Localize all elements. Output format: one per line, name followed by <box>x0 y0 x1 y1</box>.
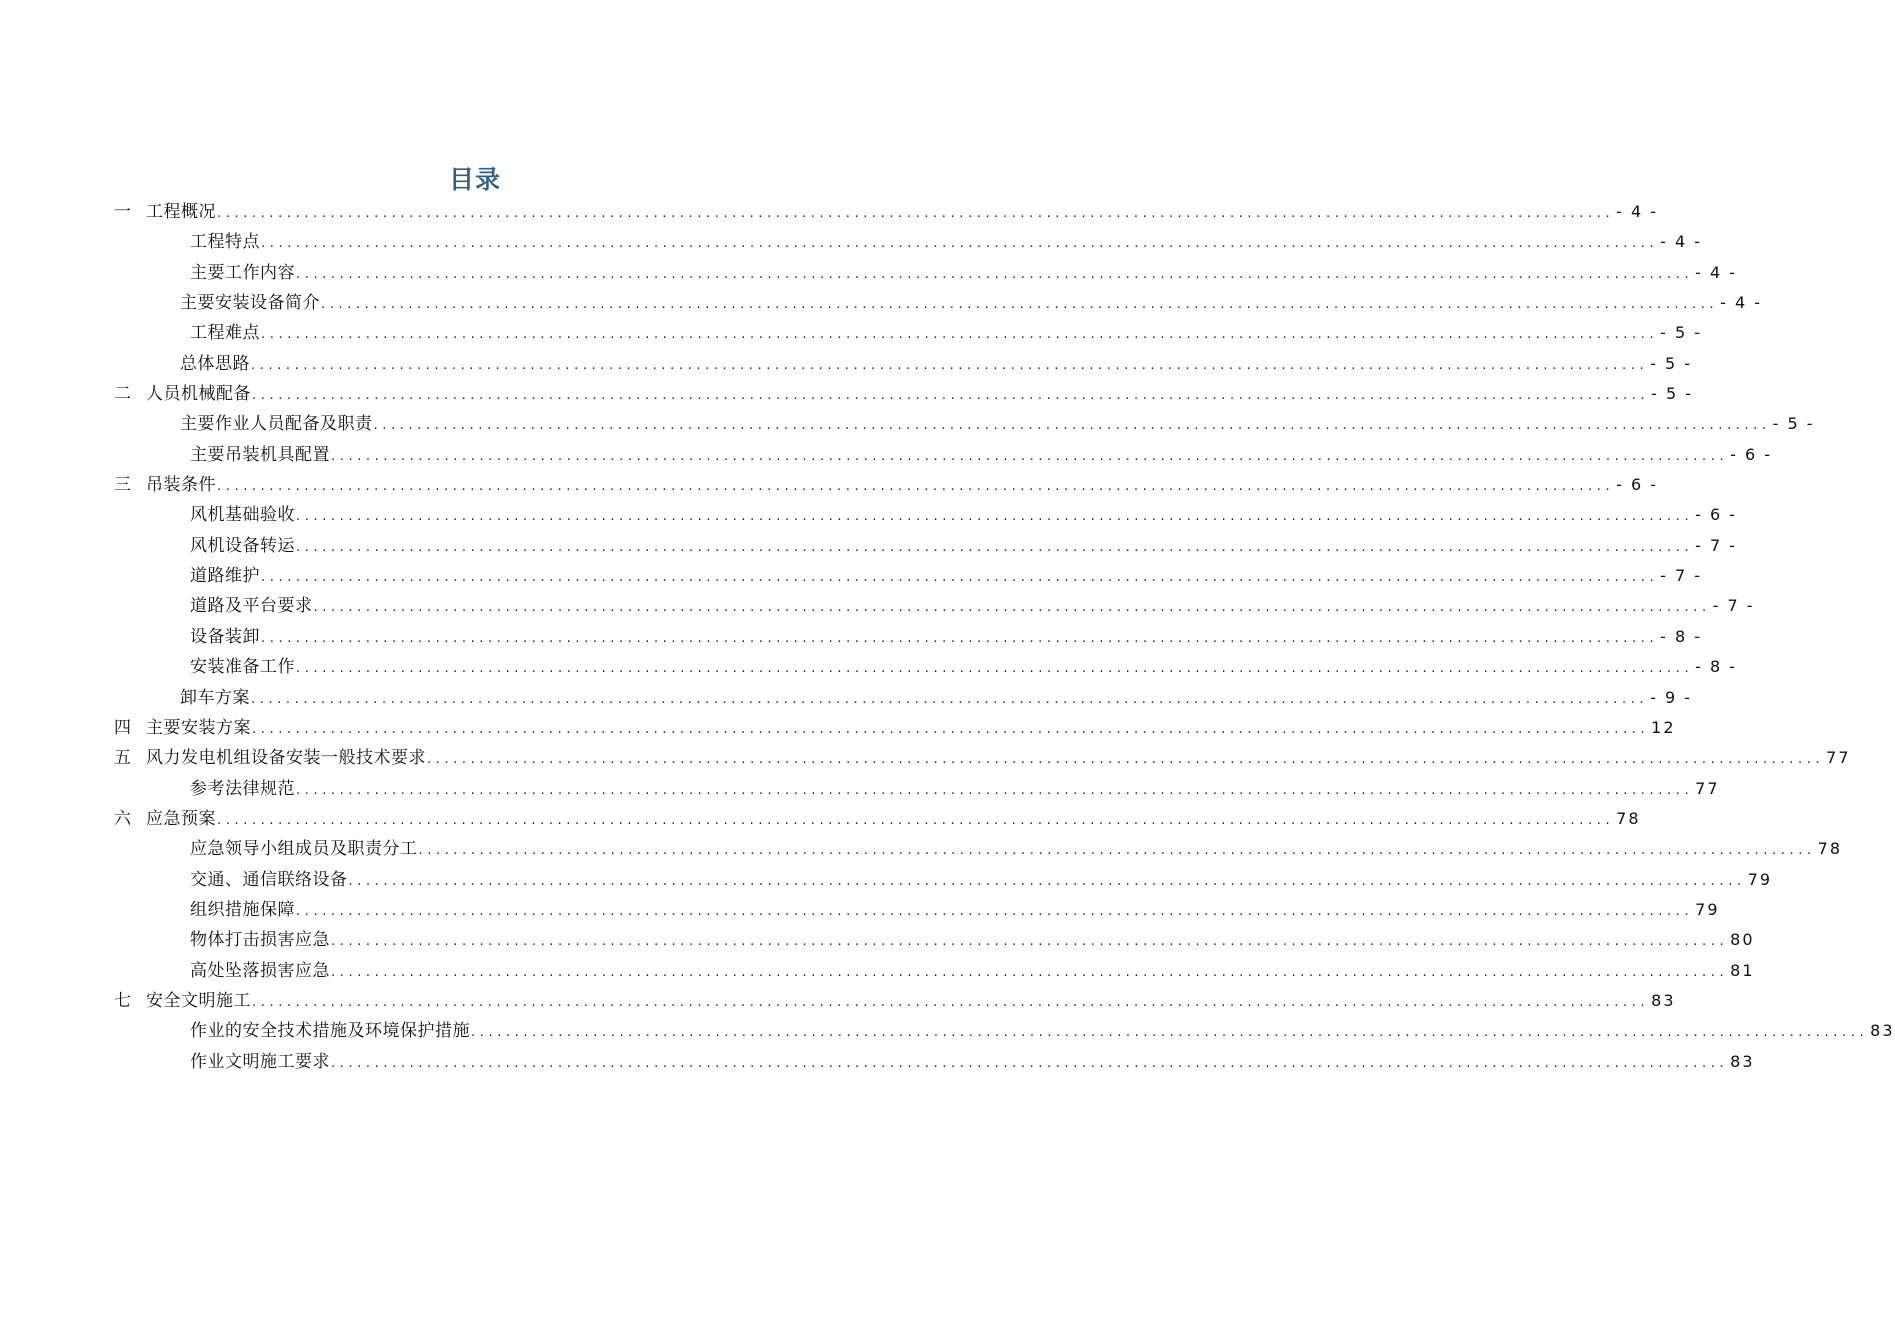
toc-dot-leader: ................................................................................................................................................................ <box>296 509 1694 525</box>
toc-entry-number: 四 <box>114 717 131 738</box>
toc-entry-page: - 7 - <box>1660 566 1703 586</box>
toc-entry-page: - 4 - <box>1616 202 1659 221</box>
toc-entry[interactable] <box>114 349 1693 379</box>
toc-entry[interactable] <box>114 531 1738 561</box>
toc-entry-title: 安全文明施工 <box>146 990 251 1011</box>
toc-entry-page: - 6 - <box>1695 505 1738 525</box>
toc-entry[interactable] <box>114 774 1720 804</box>
toc-entry-page: - 5 - <box>1650 353 1693 373</box>
toc-entry-page: 78 <box>1616 808 1641 828</box>
toc-dot-leader: ................................................................................................................................................................ <box>313 600 1711 616</box>
toc-entry[interactable] <box>114 379 1694 409</box>
toc-dot-leader: ................................................................................................................................................................ <box>373 418 1771 434</box>
toc-dot-leader: ................................................................................................................................................................ <box>252 994 1650 1010</box>
toc-entry[interactable] <box>114 258 1738 288</box>
toc-entry-page: - 9 - <box>1650 687 1693 707</box>
toc-entry-title: 安装准备工作 <box>190 657 295 678</box>
toc-entry-page: - 6 - <box>1730 444 1773 464</box>
toc-entry[interactable] <box>114 1016 1895 1046</box>
toc-entry-number: 五 <box>114 748 131 769</box>
toc-entry-page: - 5 - <box>1660 323 1703 343</box>
toc-entry-title: 高处坠落损害应急 <box>190 960 330 981</box>
toc-dot-leader: ................................................................................................................................................................ <box>261 630 1659 646</box>
toc-dot-leader: ................................................................................................................................................................ <box>331 1055 1729 1071</box>
toc-entry-title: 道路维护 <box>190 566 260 587</box>
toc-entry[interactable] <box>114 986 1676 1016</box>
toc-entry-title: 作业文明施工要求 <box>190 1051 330 1072</box>
toc-entry-page: - 7 - <box>1695 535 1738 555</box>
toc-dot-leader: ................................................................................................................................................................ <box>217 479 1615 495</box>
toc-entry-title: 主要工作内容 <box>190 262 295 283</box>
toc-entry-title: 应急领导小组成员及职责分工 <box>190 839 418 860</box>
toc-entry[interactable] <box>114 500 1738 530</box>
toc-dot-leader: ................................................................................................................................................................ <box>251 357 1649 373</box>
toc-entry[interactable] <box>114 288 1763 318</box>
toc-entry-title: 交通、通信联络设备 <box>190 869 348 890</box>
toc-entry-page: 81 <box>1730 960 1755 980</box>
toc-entry[interactable] <box>114 591 1755 621</box>
toc-entry[interactable] <box>114 683 1693 713</box>
toc-entry[interactable] <box>114 1047 1755 1077</box>
toc-dot-leader: ................................................................................................................................................................ <box>252 388 1650 404</box>
toc-dot-leader: ................................................................................................................................................................ <box>348 873 1746 889</box>
toc-dot-leader: ................................................................................................................................................................ <box>217 812 1615 828</box>
toc-entry-page: 77 <box>1695 778 1720 798</box>
toc-entry-page: 83 <box>1870 1021 1895 1041</box>
toc-dot-leader: ................................................................................................................................................................ <box>331 448 1729 464</box>
toc-entry-page: - 6 - <box>1616 475 1659 495</box>
toc-entry-title: 风机设备转运 <box>190 535 295 556</box>
toc-dot-leader: ................................................................................................................................................................ <box>331 934 1729 950</box>
toc-entry-page: - 4 - <box>1720 293 1763 313</box>
toc-entry[interactable] <box>114 197 1659 227</box>
toc-dot-leader: ................................................................................................................................................................ <box>252 721 1650 737</box>
toc-entry-page: - 5 - <box>1651 384 1694 404</box>
toc-entry-title: 风机基础验收 <box>190 505 295 526</box>
toc-entry-title: 工程特点 <box>190 232 260 253</box>
toc-entry[interactable] <box>114 652 1738 682</box>
toc-entry-page: 83 <box>1651 990 1676 1010</box>
toc-dot-leader: ................................................................................................................................................................ <box>251 691 1649 707</box>
toc-entry-page: - 4 - <box>1660 232 1703 252</box>
toc-entry-page: 79 <box>1695 899 1720 919</box>
toc-entry-title: 工程难点 <box>190 323 260 344</box>
toc-entry-page: 80 <box>1730 930 1755 950</box>
toc-entry-page: 79 <box>1747 869 1773 889</box>
toc-dot-leader: ................................................................................................................................................................ <box>427 752 1825 768</box>
toc-entry-title: 工程概况 <box>146 202 216 222</box>
toc-entry-number: 三 <box>114 475 131 496</box>
toc-entry-page: - 8 - <box>1695 657 1738 677</box>
toc-dot-leader: ................................................................................................................................................................ <box>296 539 1694 555</box>
toc-dot-leader: ................................................................................................................................................................ <box>261 570 1659 586</box>
toc-entry-title: 吊装条件 <box>146 475 216 496</box>
toc-entry[interactable] <box>114 895 1720 925</box>
toc-entry-page: 78 <box>1817 839 1843 859</box>
toc-dot-leader: ................................................................................................................................................................ <box>471 1025 1869 1041</box>
toc-entry-page: - 4 - <box>1695 262 1738 282</box>
toc-entry-title: 主要安装设备简介 <box>180 293 320 314</box>
toc-entry-title: 物体打击损害应急 <box>190 930 330 951</box>
toc-dot-leader: ................................................................................................................................................................ <box>321 297 1719 313</box>
toc-list <box>114 197 1895 1077</box>
toc-entry-number: 一 <box>114 202 131 222</box>
toc-entry-page: - 7 - <box>1712 596 1755 616</box>
toc-entry-title: 作业的安全技术措施及环境保护措施 <box>190 1021 470 1042</box>
toc-dot-leader: ................................................................................................................................................................ <box>418 843 1816 859</box>
toc-entry-title: 道路及平台要求 <box>190 596 313 617</box>
toc-dot-leader: ................................................................................................................................................................ <box>296 782 1694 798</box>
toc-title: 目录 <box>448 165 501 194</box>
toc-entry-title: 参考法律规范 <box>190 778 295 799</box>
toc-entry-title: 应急预案 <box>146 808 216 829</box>
toc-entry[interactable] <box>114 409 1815 439</box>
toc-entry-number: 二 <box>114 384 131 405</box>
toc-entry-page: 83 <box>1730 1051 1755 1071</box>
toc-entry[interactable] <box>114 956 1755 986</box>
toc-entry-page: 12 <box>1651 717 1676 737</box>
toc-dot-leader: ................................................................................................................................................................ <box>261 327 1659 343</box>
toc-entry-title: 风力发电机组设备安装一般技术要求 <box>146 748 426 769</box>
toc-dot-leader: ................................................................................................................................................................ <box>217 206 1615 221</box>
toc-entry[interactable] <box>114 804 1641 834</box>
toc-entry-page: - 5 - <box>1772 414 1815 434</box>
toc-entry[interactable] <box>114 834 1843 864</box>
toc-entry-title: 主要作业人员配备及职责 <box>180 414 373 435</box>
toc-entry[interactable] <box>114 713 1676 743</box>
toc-entry[interactable] <box>114 318 1703 348</box>
toc-entry[interactable] <box>114 440 1773 470</box>
toc-dot-leader: ................................................................................................................................................................ <box>296 266 1694 282</box>
toc-dot-leader: ................................................................................................................................................................ <box>296 903 1694 919</box>
toc-entry[interactable] <box>114 227 1703 257</box>
toc-entry[interactable] <box>114 622 1703 652</box>
toc-entry-title: 总体思路 <box>180 353 250 374</box>
toc-entry[interactable] <box>114 561 1703 591</box>
toc-entry-title: 设备装卸 <box>190 626 260 647</box>
toc-entry-number: 六 <box>114 808 131 829</box>
toc-entry[interactable] <box>114 743 1851 773</box>
toc-dot-leader: ................................................................................................................................................................ <box>261 236 1659 252</box>
toc-entry-title: 主要吊装机具配置 <box>190 444 330 465</box>
toc-dot-leader: ................................................................................................................................................................ <box>331 964 1729 980</box>
toc-entry-title: 卸车方案 <box>180 687 250 708</box>
toc-entry[interactable] <box>114 925 1755 955</box>
toc-entry-title: 组织措施保障 <box>190 899 295 920</box>
toc-entry-title: 人员机械配备 <box>146 384 251 405</box>
toc-entry[interactable] <box>114 865 1773 895</box>
toc-entry-number: 七 <box>114 990 131 1011</box>
toc-entry-page: 77 <box>1826 748 1851 768</box>
toc-entry-title: 主要安装方案 <box>146 717 251 738</box>
toc-entry-page: - 8 - <box>1660 626 1703 646</box>
toc-entry[interactable] <box>114 470 1659 500</box>
toc-dot-leader: ................................................................................................................................................................ <box>296 661 1694 677</box>
